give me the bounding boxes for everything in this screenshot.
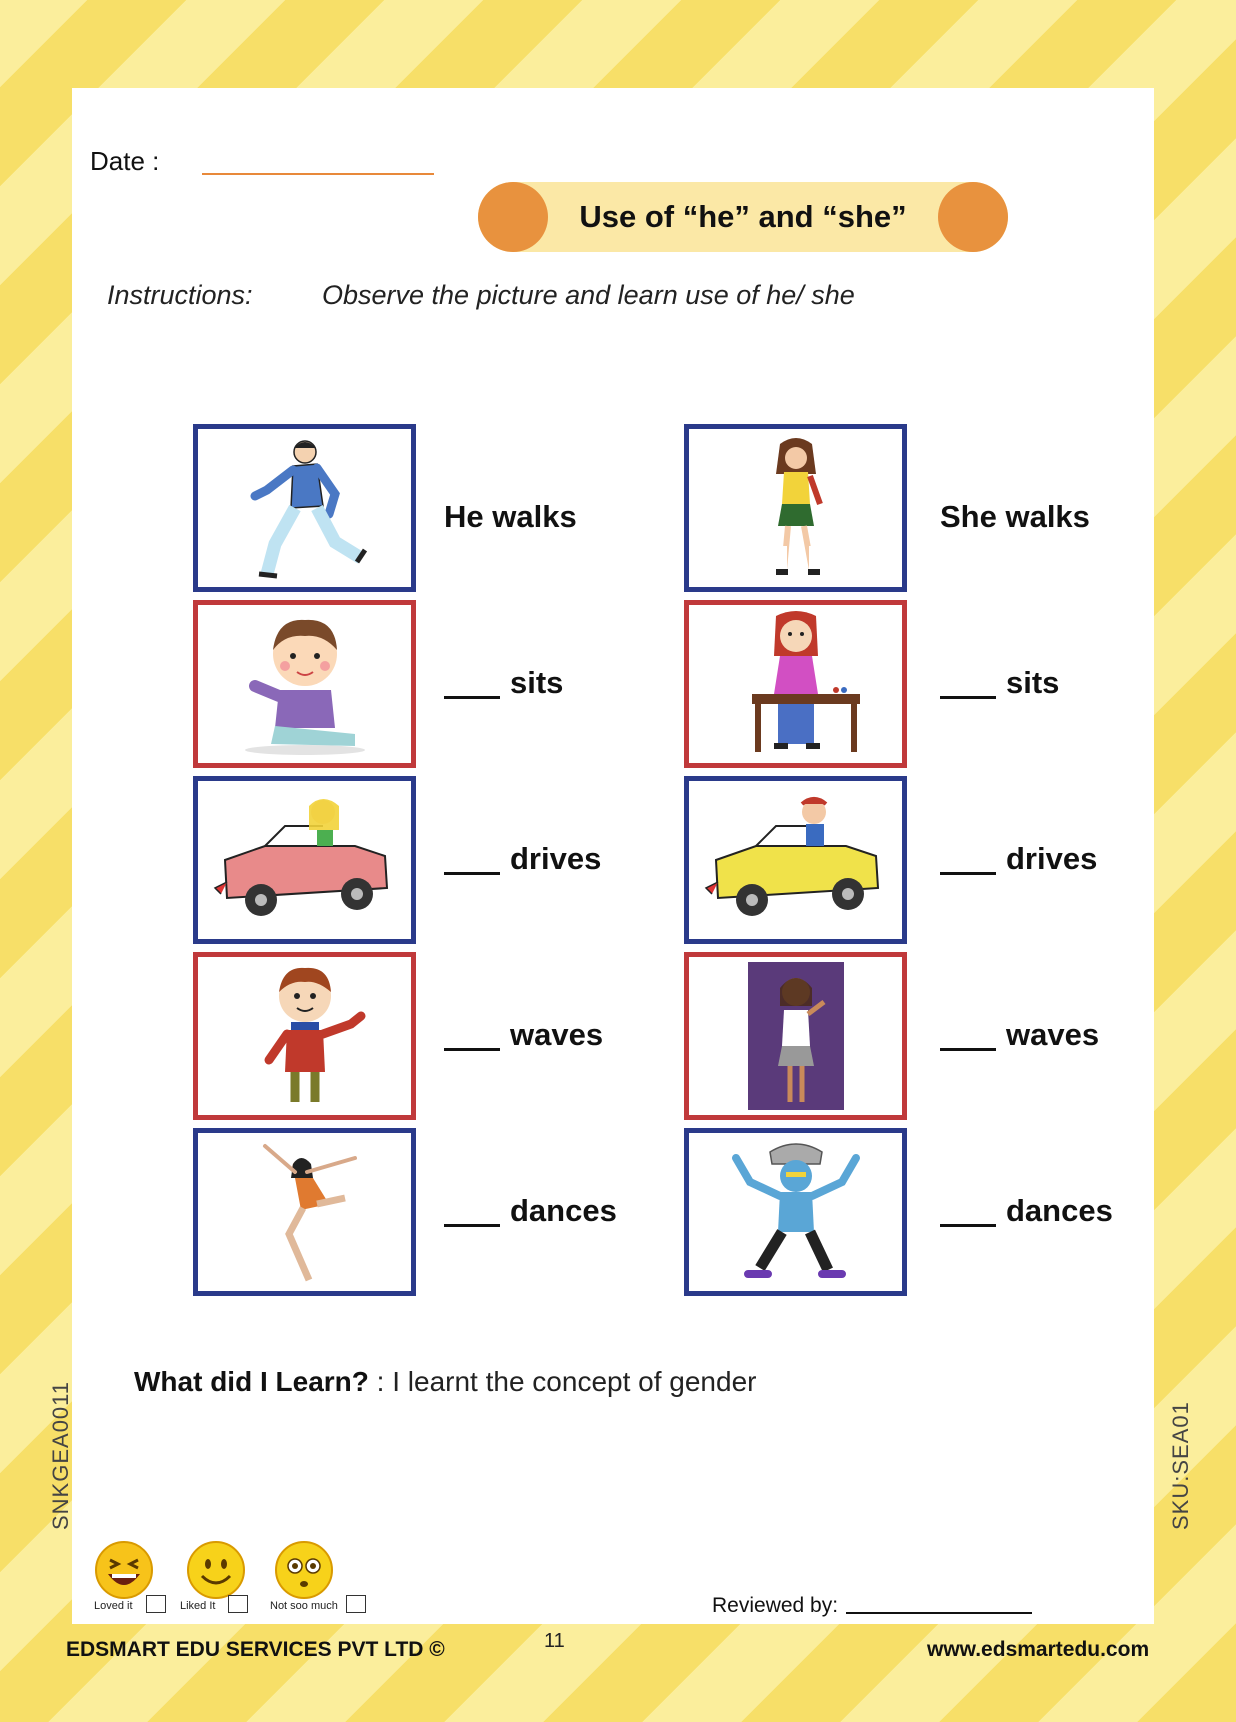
woman-driving-car-illustration <box>205 786 405 934</box>
girl-sitting-illustration <box>696 610 896 758</box>
picture-card-girl-sitting <box>684 600 907 768</box>
reviewed-by-label: Reviewed by: <box>712 1594 839 1617</box>
picture-card-boy-walking <box>193 424 416 592</box>
loved-it-checkbox[interactable] <box>146 1595 166 1613</box>
boy-walking-illustration <box>205 434 405 582</box>
reviewed-by-line[interactable] <box>846 1612 1032 1614</box>
title-banner <box>478 182 1008 252</box>
phrase-blank-drives-left: drives <box>444 841 601 877</box>
answer-blank[interactable] <box>444 1224 500 1227</box>
worksheet-title: Use of “he” and “she” <box>579 199 907 234</box>
boy-waving-illustration <box>205 962 405 1110</box>
not-soo-much-label: Not soo much <box>270 1600 338 1612</box>
picture-card-baby-sitting <box>193 600 416 768</box>
girl-walking-illustration <box>696 434 896 582</box>
instructions-text: Observe the picture and learn use of he/ she <box>322 280 855 310</box>
answer-blank[interactable] <box>444 872 500 875</box>
learning-text: : I learnt the concept of gender <box>368 1366 757 1397</box>
phrase-blank-sits-left: sits <box>444 665 563 701</box>
product-code-left: SNKGEA0011 <box>48 1380 73 1530</box>
phrase-blank-drives-right: drives <box>940 841 1097 877</box>
phrase-she-walks: She walks <box>940 499 1090 534</box>
picture-card-woman-driving <box>193 776 416 944</box>
answer-blank[interactable] <box>940 1048 996 1051</box>
phrase-blank-dances-left: dances <box>444 1193 617 1229</box>
learning-summary <box>134 1366 756 1398</box>
man-dancing-illustration <box>696 1138 896 1286</box>
answer-blank[interactable] <box>940 696 996 699</box>
sku-code-right: SKU:SEA01 <box>1168 1401 1193 1530</box>
circle-right-icon <box>938 182 1008 252</box>
picture-card-girl-waving <box>684 952 907 1120</box>
liked-it-label: Liked It <box>180 1600 216 1612</box>
baby-sitting-illustration <box>205 610 405 758</box>
not-soo-much-checkbox[interactable] <box>346 1595 366 1613</box>
date-label: Date : <box>90 146 160 176</box>
phrase-blank-sits-right: sits <box>940 665 1059 701</box>
picture-card-man-dancing <box>684 1128 907 1296</box>
liked-it-checkbox[interactable] <box>228 1595 248 1613</box>
answer-blank[interactable] <box>940 872 996 875</box>
picture-card-boy-waving <box>193 952 416 1120</box>
company-name: EDSMART EDU SERVICES PVT LTD © <box>66 1638 445 1661</box>
confused-emoji-icon <box>272 1540 336 1605</box>
instructions-label: Instructions: <box>107 280 253 310</box>
man-driving-car-illustration <box>696 786 896 934</box>
phrase-he-walks: He walks <box>444 499 577 534</box>
woman-dancing-illustration <box>205 1138 405 1286</box>
page-number: 11 <box>544 1630 565 1652</box>
picture-card-man-driving <box>684 776 907 944</box>
loved-it-label: Loved it <box>94 1600 133 1612</box>
answer-blank[interactable] <box>940 1224 996 1227</box>
date-field-line[interactable] <box>202 173 434 175</box>
picture-card-woman-dancing <box>193 1128 416 1296</box>
girl-waving-illustration <box>696 962 896 1110</box>
phrase-blank-waves-right: waves <box>940 1017 1099 1053</box>
website-url[interactable]: www.edsmartedu.com <box>927 1638 1150 1661</box>
circle-left-icon <box>478 182 548 252</box>
picture-card-girl-walking <box>684 424 907 592</box>
answer-blank[interactable] <box>444 1048 500 1051</box>
phrase-blank-waves-left: waves <box>444 1017 603 1053</box>
answer-blank[interactable] <box>444 696 500 699</box>
phrase-blank-dances-right: dances <box>940 1193 1113 1229</box>
learning-label: What did I Learn? <box>134 1366 369 1397</box>
